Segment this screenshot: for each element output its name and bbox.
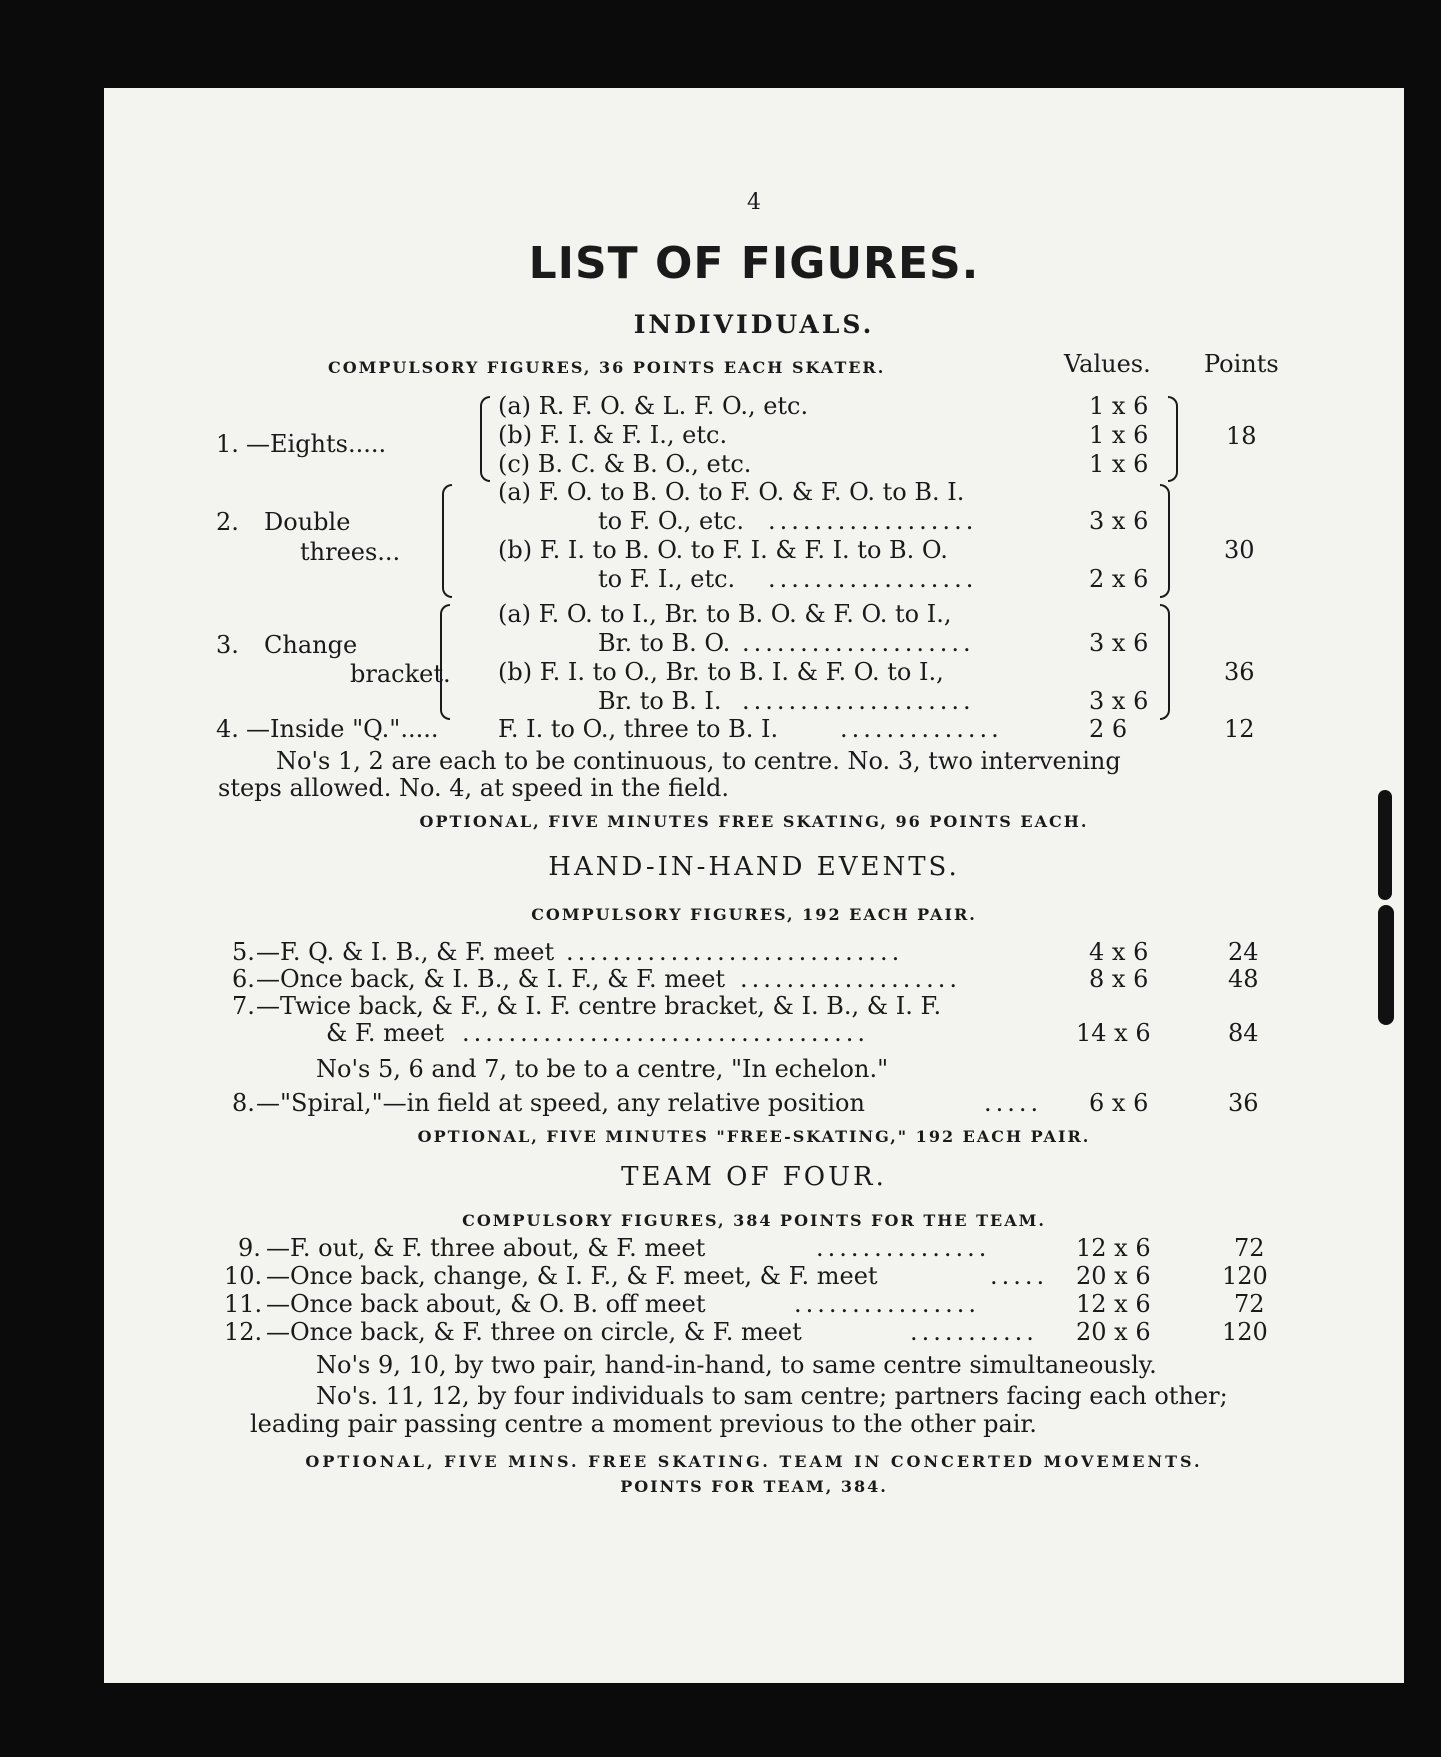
hand-row-6-number: 6. bbox=[232, 965, 255, 993]
figure-2-left-brace bbox=[442, 484, 452, 598]
leader-dots: .................. bbox=[768, 565, 978, 593]
figure-2-b-line2: to F. I., etc. bbox=[598, 565, 736, 593]
leader-dots: ............................. bbox=[566, 938, 904, 966]
figure-4-value: 2 6 bbox=[1089, 715, 1128, 743]
hand-row-7-value: 14 x 6 bbox=[1076, 1019, 1151, 1047]
figure-1-value-c: 1 x 6 bbox=[1089, 450, 1149, 478]
team-row-10-value: 20 x 6 bbox=[1076, 1262, 1151, 1290]
hand-row-5-points: 24 bbox=[1228, 938, 1259, 966]
figure-4-number: 4. bbox=[216, 715, 239, 743]
figure-3-right-brace bbox=[1160, 604, 1170, 720]
team-optional-line2: POINTS FOR TEAM, 384. bbox=[620, 1477, 888, 1496]
hand-row-7-description-line2: & F. meet bbox=[326, 1019, 444, 1047]
document-page bbox=[104, 88, 1404, 1683]
figure-1-b: (b) F. I. & F. I., etc. bbox=[498, 421, 728, 449]
leader-dots: .................... bbox=[742, 629, 975, 657]
team-row-9-description: —F. out, & F. three about, & F. meet bbox=[266, 1234, 706, 1262]
hand-row-5-description: —F. Q. & I. B., & F. meet bbox=[256, 938, 555, 966]
figure-3-left-brace bbox=[440, 604, 450, 720]
figure-3-b-line1: (b) F. I. to O., Br. to B. I. & F. O. to I., bbox=[498, 658, 944, 686]
hand-row-8-description: —"Spiral,"—in field at speed, any relative position bbox=[256, 1089, 865, 1117]
figure-4-description: F. I. to O., three to B. I. bbox=[498, 715, 779, 743]
figure-1-name: —Eights..... bbox=[246, 430, 387, 458]
team-note-line3: leading pair passing centre a moment previous to the other pair. bbox=[250, 1410, 1037, 1438]
figure-3-name-line2: bracket. bbox=[350, 660, 451, 688]
team-note-line2: No's. 11, 12, by four individuals to sam centre; partners facing each other; bbox=[316, 1382, 1228, 1410]
hand-row-5-number: 5. bbox=[232, 938, 255, 966]
leader-dots: ..... bbox=[990, 1262, 1049, 1290]
binder-clip-lower bbox=[1378, 905, 1394, 1025]
page-title: LIST OF FIGURES. bbox=[528, 238, 980, 289]
compulsory-label-hand-in-hand: COMPULSORY FIGURES, 192 EACH PAIR. bbox=[531, 905, 977, 924]
hand-row-6-points: 48 bbox=[1228, 965, 1259, 993]
team-row-10-number: 10. bbox=[224, 1262, 263, 1290]
column-header-points: Points bbox=[1204, 350, 1279, 378]
compulsory-label-individuals: COMPULSORY FIGURES, 36 POINTS EACH SKATER. bbox=[328, 358, 886, 377]
figure-2-right-brace bbox=[1160, 484, 1170, 598]
team-row-12-description: —Once back, & F. three on circle, & F. meet bbox=[266, 1318, 802, 1346]
figure-1-value-a: 1 x 6 bbox=[1089, 392, 1149, 420]
leader-dots: ................... bbox=[740, 965, 961, 993]
section-heading-hand-in-hand: HAND-IN-HAND EVENTS. bbox=[548, 852, 960, 882]
figure-1-a: (a) R. F. O. & L. F. O., etc. bbox=[498, 392, 809, 420]
figure-3-value-a: 3 x 6 bbox=[1089, 629, 1149, 657]
team-row-12-points: 120 bbox=[1222, 1318, 1268, 1346]
figure-4-name: —Inside "Q."..... bbox=[246, 715, 439, 743]
leader-dots: .............. bbox=[840, 715, 1003, 743]
figure-1-points: 18 bbox=[1226, 422, 1257, 450]
section-heading-team: TEAM OF FOUR. bbox=[621, 1162, 887, 1192]
hand-row-7-number: 7. bbox=[232, 992, 255, 1020]
page-number: 4 bbox=[747, 190, 761, 215]
team-optional-line1: OPTIONAL, FIVE MINS. FREE SKATING. TEAM IN CONCERTED MOVEMENTS. bbox=[305, 1452, 1203, 1471]
individuals-note-line2: steps allowed. No. 4, at speed in the field. bbox=[218, 774, 729, 802]
figure-3-value-b: 3 x 6 bbox=[1089, 687, 1149, 715]
leader-dots: .................. bbox=[768, 507, 978, 535]
team-row-11-points: 72 bbox=[1234, 1290, 1265, 1318]
figure-1-number: 1. bbox=[216, 430, 239, 458]
figure-2-value-b: 2 x 6 bbox=[1089, 565, 1149, 593]
team-note-line1: No's 9, 10, by two pair, hand-in-hand, to same centre simultaneously. bbox=[316, 1351, 1157, 1379]
hand-row-8-value: 6 x 6 bbox=[1089, 1089, 1149, 1117]
individuals-note-line1: No's 1, 2 are each to be continuous, to centre. No. 3, two intervening bbox=[276, 747, 1121, 775]
hand-row-8-number: 8. bbox=[232, 1089, 255, 1117]
team-row-10-description: —Once back, change, & I. F., & F. meet, & F. meet bbox=[266, 1262, 878, 1290]
leader-dots: ................................... bbox=[462, 1019, 870, 1047]
figure-3-a-line2: Br. to B. O. bbox=[598, 629, 731, 657]
leader-dots: ........... bbox=[910, 1318, 1038, 1346]
figure-2-points: 30 bbox=[1224, 536, 1255, 564]
figure-2-b-line1: (b) F. I. to B. O. to F. I. & F. I. to B. O. bbox=[498, 536, 948, 564]
team-row-9-points: 72 bbox=[1234, 1234, 1265, 1262]
figure-3-name-line1: Change bbox=[264, 631, 358, 659]
section-heading-individuals: INDIVIDUALS. bbox=[633, 310, 875, 339]
figure-1-left-brace bbox=[480, 396, 490, 482]
leader-dots: ................ bbox=[794, 1290, 981, 1318]
hand-row-6-description: —Once back, & I. B., & I. F., & F. meet bbox=[256, 965, 726, 993]
hand-row-7-description: —Twice back, & F., & I. F. centre bracket, & I. B., & I. F. bbox=[256, 992, 942, 1020]
figure-2-a-line2: to F. O., etc. bbox=[598, 507, 744, 535]
team-row-12-value: 20 x 6 bbox=[1076, 1318, 1151, 1346]
leader-dots: ..... bbox=[984, 1089, 1043, 1117]
team-row-11-number: 11. bbox=[224, 1290, 263, 1318]
team-row-10-points: 120 bbox=[1222, 1262, 1268, 1290]
team-row-9-number: 9. bbox=[238, 1234, 261, 1262]
hand-row-5-value: 4 x 6 bbox=[1089, 938, 1149, 966]
figure-2-name-line2: threes... bbox=[300, 538, 401, 566]
figure-1-value-b: 1 x 6 bbox=[1089, 421, 1149, 449]
figure-2-a-line1: (a) F. O. to B. O. to F. O. & F. O. to B. I. bbox=[498, 478, 965, 506]
figure-3-number: 3. bbox=[216, 631, 239, 659]
hand-in-hand-note: No's 5, 6 and 7, to be to a centre, "In echelon." bbox=[316, 1055, 889, 1083]
hand-in-hand-optional: OPTIONAL, FIVE MINUTES "FREE-SKATING," 192 EACH PAIR. bbox=[417, 1127, 1091, 1146]
figure-2-name-line1: Double bbox=[264, 508, 351, 536]
team-row-12-number: 12. bbox=[224, 1318, 263, 1346]
hand-row-8-points: 36 bbox=[1228, 1089, 1259, 1117]
figure-1-right-brace bbox=[1168, 396, 1178, 482]
leader-dots: ............... bbox=[816, 1234, 991, 1262]
figure-2-number: 2. bbox=[216, 508, 239, 536]
binder-clip-upper bbox=[1378, 790, 1392, 900]
figure-4-points: 12 bbox=[1224, 715, 1255, 743]
compulsory-label-team: COMPULSORY FIGURES, 384 POINTS FOR THE TEAM. bbox=[462, 1211, 1046, 1230]
team-row-11-value: 12 x 6 bbox=[1076, 1290, 1151, 1318]
figure-3-b-line2: Br. to B. I. bbox=[598, 687, 722, 715]
team-row-9-value: 12 x 6 bbox=[1076, 1234, 1151, 1262]
figure-2-value-a: 3 x 6 bbox=[1089, 507, 1149, 535]
individuals-optional: OPTIONAL, FIVE MINUTES FREE SKATING, 96 POINTS EACH. bbox=[419, 812, 1089, 831]
figure-3-a-line1: (a) F. O. to I., Br. to B. O. & F. O. to I., bbox=[498, 600, 952, 628]
figure-3-points: 36 bbox=[1224, 658, 1255, 686]
figure-1-c: (c) B. C. & B. O., etc. bbox=[498, 450, 752, 478]
team-row-11-description: —Once back about, & O. B. off meet bbox=[266, 1290, 706, 1318]
column-header-values: Values. bbox=[1064, 350, 1151, 378]
hand-row-6-value: 8 x 6 bbox=[1089, 965, 1149, 993]
hand-row-7-points: 84 bbox=[1228, 1019, 1259, 1047]
leader-dots: .................... bbox=[742, 687, 975, 715]
